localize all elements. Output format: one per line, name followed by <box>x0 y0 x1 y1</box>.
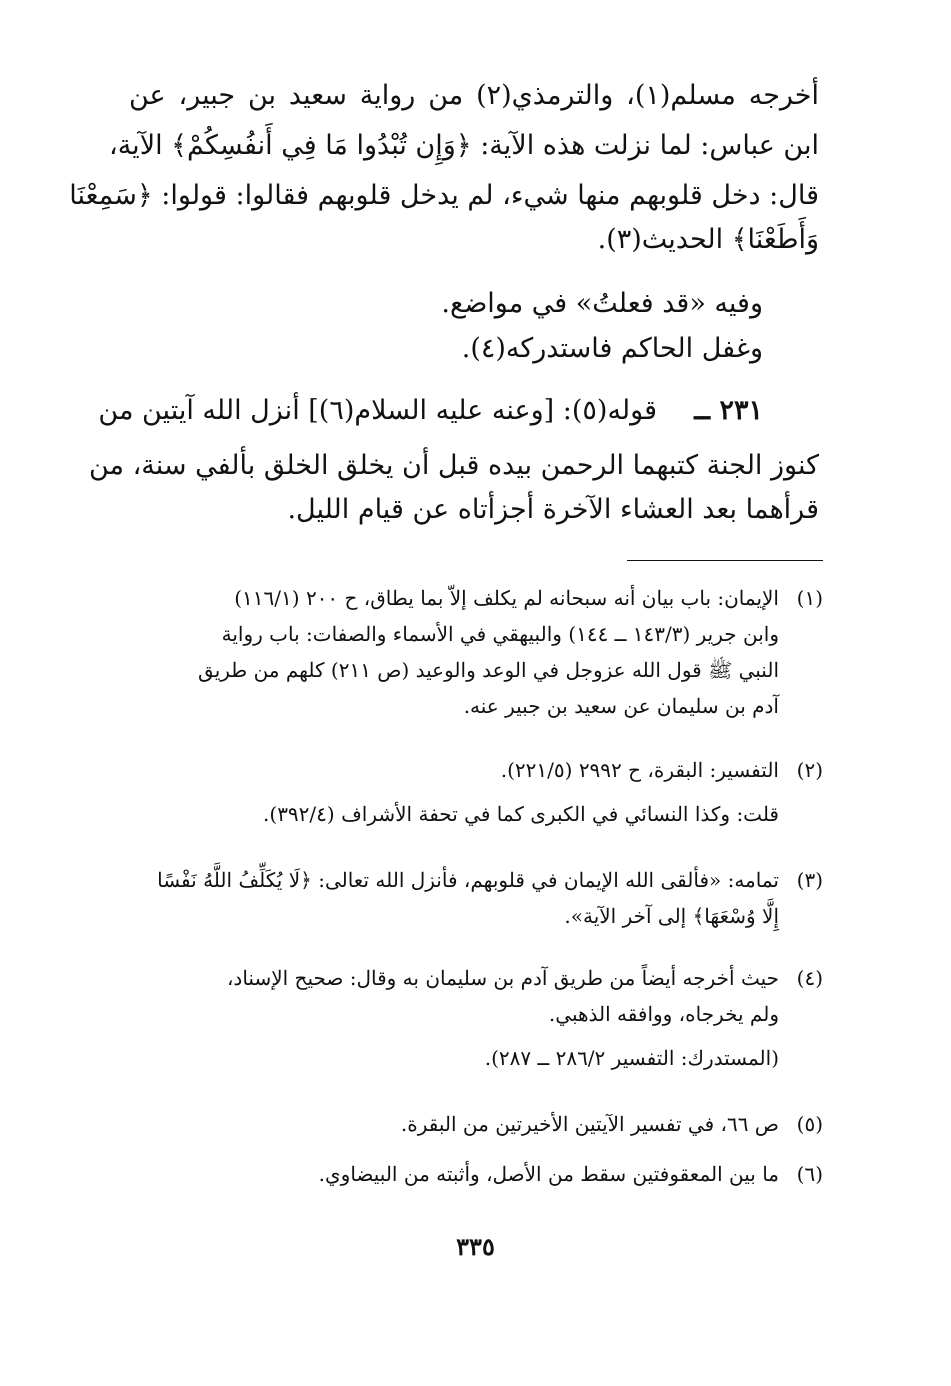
footnote-number: (٤) <box>796 966 823 990</box>
page-number: ٣٣٥ <box>456 1232 495 1261</box>
footnote-2 <box>123 752 823 832</box>
main-text-line: وغفل الحاكم فاستدركه(٤). <box>461 333 763 364</box>
footnote-line: ص ٦٦، في تفسير الآيتين الأخيرتين من البقرة. <box>400 1112 779 1136</box>
main-text-line: وفيه «قد فعلتُ» في مواضع. <box>441 288 763 319</box>
hadith-number: ٢٣١ ــ <box>694 395 763 426</box>
footnote-4 <box>123 960 823 1076</box>
footnote-5 <box>123 1106 823 1142</box>
main-text-line: أخرجه مسلم(١)، والترمذي(٢) من رواية سعيد بن جبير، عن <box>129 80 819 111</box>
footnote-number: (٣) <box>796 868 823 892</box>
footnote-line: ولم يخرجاه، ووافقه الذهبي. <box>548 1002 779 1026</box>
footnote-3 <box>123 862 823 934</box>
footnote-line: (المستدرك: التفسير ٢٨٦/٢ ــ ٢٨٧). <box>484 1046 779 1070</box>
main-text-line: قرأهما بعد العشاء الآخرة أجزأتاه عن قيام الليل. <box>287 494 819 525</box>
footnote-line: التفسير: البقرة، ح ٢٩٩٢ (٢٢١/٥). <box>500 758 779 782</box>
footnote-line: تمامه: «فألقى الله الإيمان في قلوبهم، فأنزل الله تعالى: ﴿لَا يُكَلِّفُ اللَّهُ نَفْسًا <box>157 868 779 892</box>
footnote-line: حيث أخرجه أيضاً من طريق آدم بن سليمان به وقال: صحيح الإسناد، <box>226 966 779 990</box>
footnote-number: (١) <box>796 586 823 610</box>
main-text-line: وَأَطَعْنَا﴾ الحديث(٣). <box>597 224 819 255</box>
footnote-line: الإيمان: باب بيان أنه سبحانه لم يكلف إلاّ بما يطاق، ح ٢٠٠ (١١٦/١) <box>234 586 779 610</box>
footnote-number: (٦) <box>796 1162 823 1186</box>
footnote-6 <box>123 1156 823 1192</box>
footnote-line: آدم بن سليمان عن سعيد بن جبير عنه. <box>463 694 779 718</box>
main-text-line: كنوز الجنة كتبهما الرحمن بيده قبل أن يخلق الخلق بألفي سنة، من <box>88 450 819 481</box>
main-text-line: قال: دخل قلوبهم منها شيء، لم يدخل قلوبهم فقالوا: قولوا: ﴿سَمِعْنَا <box>69 180 819 211</box>
footnote-number: (٢) <box>796 758 823 782</box>
footnote-line: ما بين المعقوفتين سقط من الأصل، وأثبته من البيضاوي. <box>318 1162 779 1186</box>
main-text-line: قوله(٥): [وعنه عليه السلام(٦)] أنزل الله آيتين من <box>98 395 657 426</box>
footnote-1 <box>123 580 823 724</box>
footnote-line: قلت: وكذا النسائي في الكبرى كما في تحفة الأشراف (٣٩٢/٤). <box>263 802 779 826</box>
footnote-number: (٥) <box>796 1112 823 1136</box>
footnote-line: إِلَّا وُسْعَهَا﴾ إلى آخر الآية». <box>564 904 779 928</box>
footnote-separator <box>627 560 823 561</box>
main-text-line: ابن عباس: لما نزلت هذه الآية: ﴿وَإِن تُبْدُوا مَا فِي أَنفُسِكُمْ﴾ الآية، <box>108 130 819 161</box>
footnote-line: وابن جرير (١٤٣/٣ ــ ١٤٤) والبيهقي في الأسماء والصفات: باب رواية <box>221 622 779 646</box>
footnote-line: النبي ﷺ قول الله عزوجل في الوعد والوعيد (ص ٢١١) كلهم من طريق <box>198 658 779 682</box>
